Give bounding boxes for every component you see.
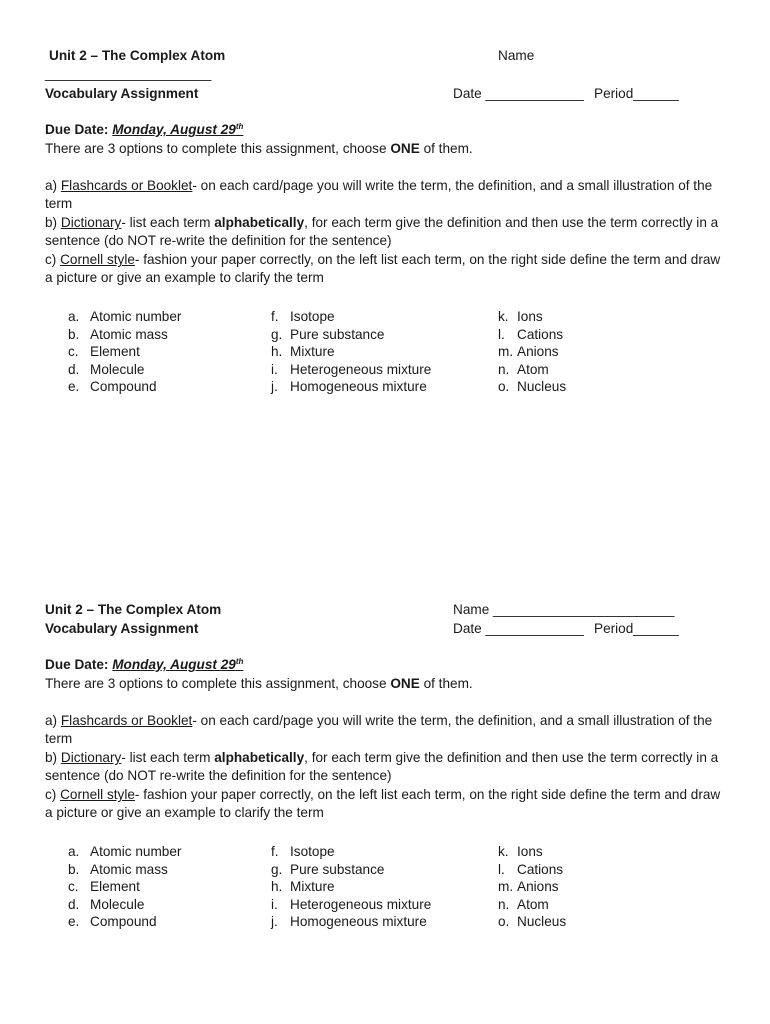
list-item: n. Atom bbox=[498, 361, 549, 377]
list-item: d. Molecule bbox=[68, 361, 145, 377]
due-date-label: Due Date: bbox=[45, 122, 109, 137]
option-b-name: Dictionary bbox=[60, 215, 122, 230]
option-a-name: Flashcards or Booklet bbox=[60, 178, 193, 193]
term-list-col3 bbox=[498, 308, 566, 396]
assignment-subtitle: Vocabulary Assignment bbox=[45, 86, 199, 101]
list-item: o. Nucleus bbox=[498, 914, 567, 930]
assignment-subtitle: Vocabulary Assignment bbox=[45, 621, 199, 636]
options-intro: There are 3 options to complete this assignment, choose ONE of them. bbox=[45, 141, 473, 156]
list-item: g. Pure substance bbox=[271, 861, 385, 877]
list-item: h. Mixture bbox=[271, 879, 335, 895]
list-item: c. Element bbox=[68, 344, 140, 360]
option-c-name: Cornell style bbox=[60, 252, 135, 267]
due-date-value: Monday, August 29th bbox=[112, 657, 244, 672]
list-item: m. Anions bbox=[498, 879, 559, 895]
option-c: c) Cornell style- fashion your paper correctly, on the left list each term, on the right side define the term and draw a picture or give an example to clarify the term bbox=[45, 252, 721, 286]
list-item: m. Anions bbox=[498, 344, 559, 360]
date-label: Date _____________ bbox=[453, 621, 584, 636]
option-b: b) Dictionary- list each term alphabetically, for each term give the definition and then use the term correctly in a sentence (do NOT re-write the definition for the sentence) bbox=[45, 215, 719, 249]
name-label: Name bbox=[498, 48, 535, 63]
list-item: i. Heterogeneous mixture bbox=[271, 896, 432, 912]
period-label: Period______ bbox=[594, 621, 679, 636]
term-list-col3 bbox=[498, 843, 566, 931]
unit-title: Unit 2 – The Complex Atom bbox=[49, 48, 226, 63]
due-date bbox=[45, 121, 243, 139]
list-item: k. Ions bbox=[498, 309, 543, 324]
unit-title: Unit 2 – The Complex Atom bbox=[45, 602, 222, 617]
option-a-name: Flashcards or Booklet bbox=[60, 713, 193, 728]
list-item: d. Molecule bbox=[68, 896, 145, 912]
option-c-name: Cornell style bbox=[60, 787, 135, 802]
list-item: k. Ions bbox=[498, 844, 543, 859]
due-date-label: Due Date: bbox=[45, 657, 109, 672]
term-list-col2 bbox=[271, 843, 431, 931]
option-a: a) Flashcards or Booklet- on each card/page you will write the term, the definition, and a small illustration of the term bbox=[45, 178, 713, 212]
list-item: a. Atomic number bbox=[68, 844, 182, 859]
list-item: e. Compound bbox=[68, 914, 157, 930]
list-item: l. Cations bbox=[498, 326, 564, 342]
list-item: b. Atomic mass bbox=[68, 861, 168, 877]
due-date-value: Monday, August 29th bbox=[112, 122, 244, 137]
list-item: a. Atomic number bbox=[68, 309, 182, 324]
list-item: g. Pure substance bbox=[271, 326, 385, 342]
list-item: l. Cations bbox=[498, 861, 564, 877]
list-item: n. Atom bbox=[498, 896, 549, 912]
list-item: b. Atomic mass bbox=[68, 326, 168, 342]
due-date bbox=[45, 656, 243, 674]
name-blank: ______________________ bbox=[45, 66, 212, 81]
list-item: j. Homogeneous mixture bbox=[271, 914, 427, 930]
options-intro: There are 3 options to complete this assignment, choose ONE of them. bbox=[45, 676, 473, 691]
option-a: a) Flashcards or Booklet- on each card/page you will write the term, the definition, and a small illustration of the term bbox=[45, 713, 713, 747]
name-label: Name ________________________ bbox=[453, 602, 675, 617]
list-item: h. Mixture bbox=[271, 344, 335, 360]
term-list-col1 bbox=[68, 308, 181, 396]
list-item: j. Homogeneous mixture bbox=[271, 379, 427, 395]
list-item: f. Isotope bbox=[271, 309, 335, 324]
option-b: b) Dictionary- list each term alphabetically, for each term give the definition and then use the term correctly in a sentence (do NOT re-write the definition for the sentence) bbox=[45, 750, 719, 784]
option-c: c) Cornell style- fashion your paper correctly, on the left list each term, on the right side define the term and draw a picture or give an example to clarify the term bbox=[45, 787, 721, 821]
list-item: o. Nucleus bbox=[498, 379, 567, 395]
date-label: Date _____________ bbox=[453, 86, 584, 101]
list-item: e. Compound bbox=[68, 379, 157, 395]
term-list-col1 bbox=[68, 843, 181, 931]
option-b-name: Dictionary bbox=[60, 750, 122, 765]
list-item: c. Element bbox=[68, 879, 140, 895]
period-label: Period______ bbox=[594, 86, 679, 101]
term-list-col2 bbox=[271, 308, 431, 396]
list-item: i. Heterogeneous mixture bbox=[271, 361, 432, 377]
list-item: f. Isotope bbox=[271, 844, 335, 859]
